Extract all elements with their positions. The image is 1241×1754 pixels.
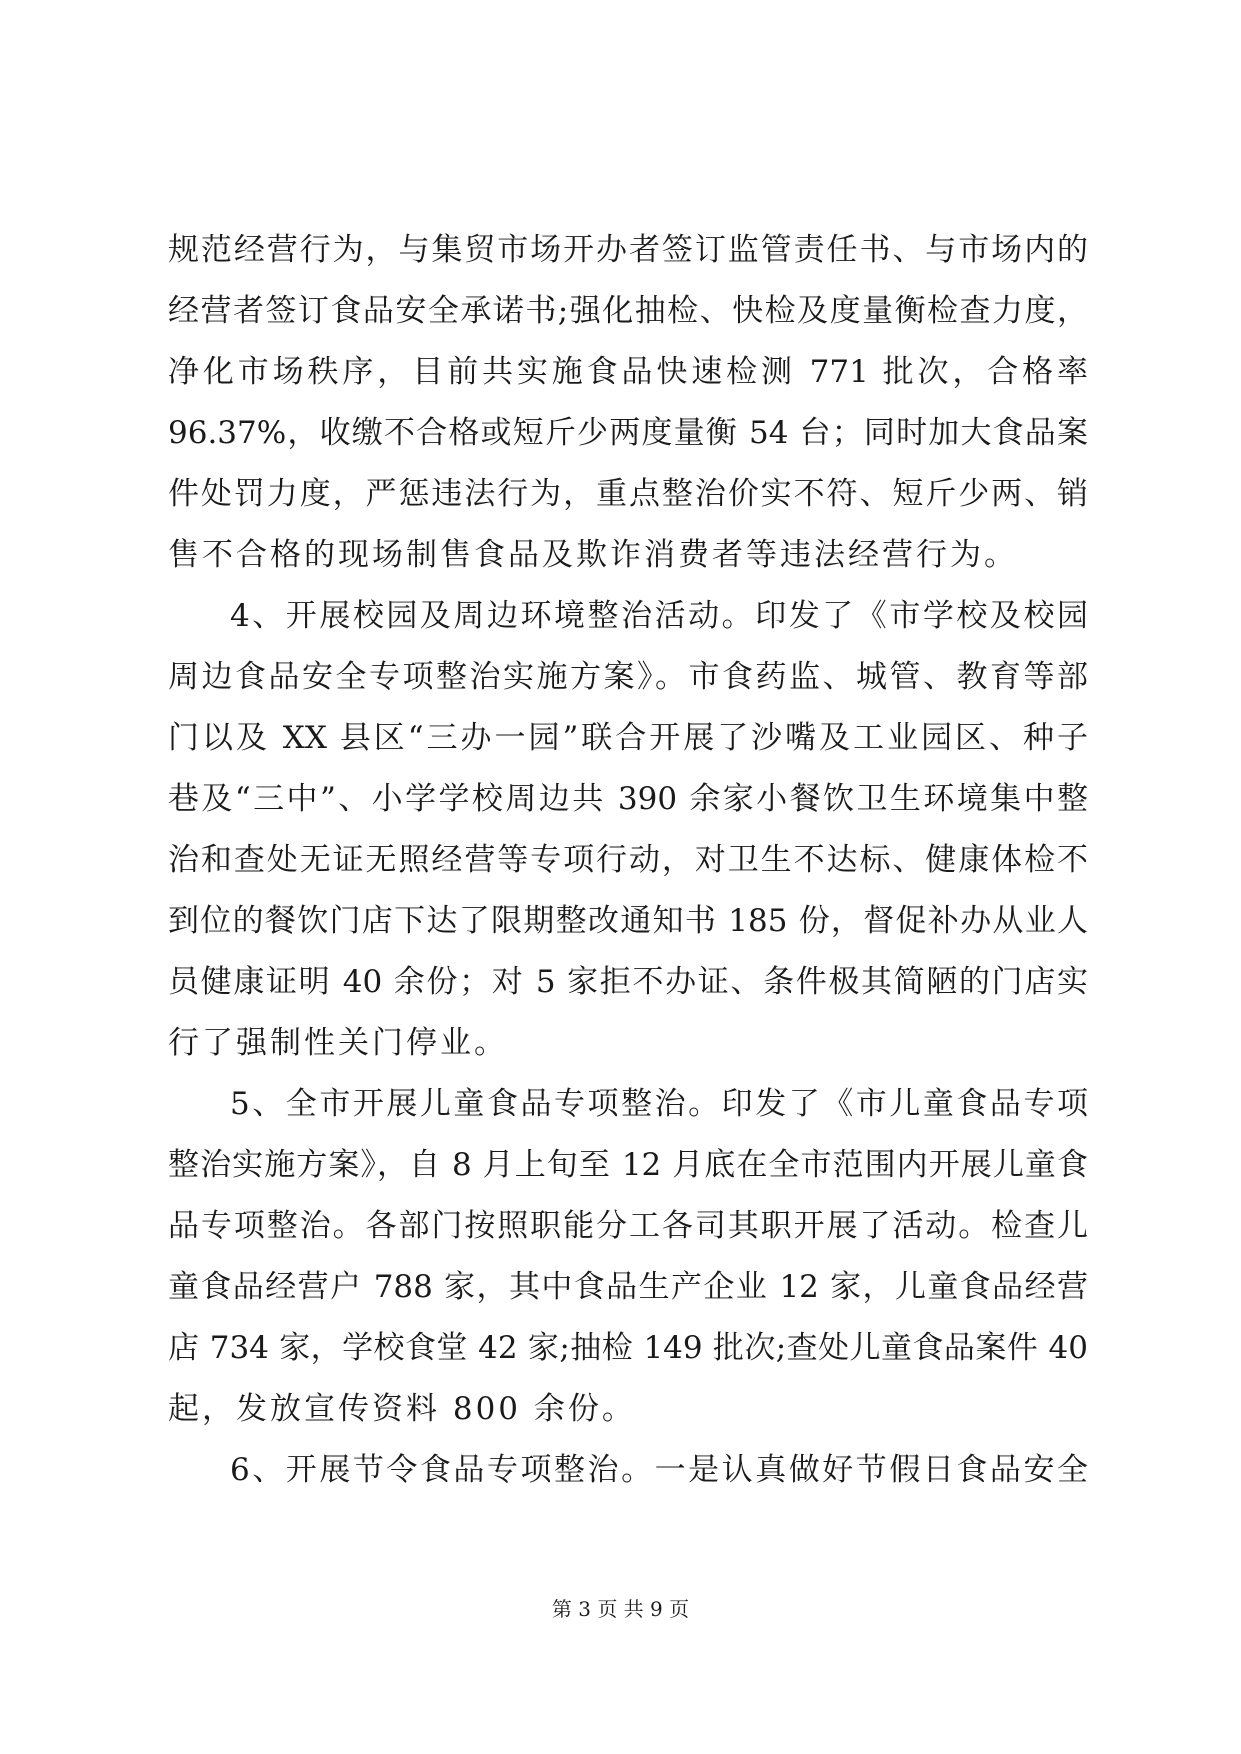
page-footer: 第 3 页 共 9 页 [551, 1597, 690, 1621]
text-line: 童食品经营户 788 家，其中食品生产企业 12 家，儿童食品经营 [168, 1269, 1088, 1305]
text-line: 起，发放宣传资料 800 余份。 [168, 1391, 636, 1427]
text-line: 经营者签订食品安全承诺书;强化抽检、快检及度量衡检查力度， [168, 293, 1088, 329]
text-line: 净化市场秩序，目前共实施食品快速检测 771 批次，合格率 [168, 354, 1088, 390]
text-line: 售不合格的现场制售食品及欺诈消费者等违法经营行为。 [168, 537, 1018, 573]
text-line: 整治实施方案》，自 8 月上旬至 12 月底在全市范围内开展儿童食 [168, 1147, 1088, 1183]
paragraph-heading: 4、开展校园及周边环境整治活动。印发了《市学校及校园 [230, 598, 1088, 634]
text-line: 治和查处无证无照经营等专项行动，对卫生不达标、健康体检不 [168, 842, 1088, 878]
text-line: 规范经营行为，与集贸市场开办者签订监管责任书、与市场内的 [168, 232, 1088, 268]
text-line: 巷及“三中”、小学学校周边共 390 余家小餐饮卫生环境集中整 [168, 781, 1088, 817]
paragraph-heading: 6、开展节令食品专项整治。一是认真做好节假日食品安全 [230, 1452, 1088, 1488]
text-line: 品专项整治。各部门按照职能分工各司其职开展了活动。检查儿 [168, 1208, 1088, 1244]
paragraph-heading: 5、全市开展儿童食品专项整治。印发了《市儿童食品专项 [230, 1086, 1088, 1122]
text-line: 到位的餐饮门店下达了限期整改通知书 185 份，督促补办从业人 [168, 903, 1088, 939]
text-line: 行了强制性关门停业。 [168, 1025, 508, 1061]
text-line: 店 734 家，学校食堂 42 家;抽检 149 批次;查处儿童食品案件 40 [168, 1330, 1088, 1366]
text-line: 96.37%，收缴不合格或短斤少两度量衡 54 台；同时加大食品案 [168, 415, 1088, 451]
text-line: 周边食品安全专项整治实施方案》。市食药监、城管、教育等部 [168, 659, 1088, 695]
text-line: 门以及 XX 县区“三办一园”联合开展了沙嘴及工业园区、种子 [168, 720, 1088, 756]
text-line: 员健康证明 40 余份；对 5 家拒不办证、条件极其简陋的门店实 [168, 964, 1088, 1000]
text-line: 件处罚力度，严惩违法行为，重点整治价实不符、短斤少两、销 [168, 476, 1088, 512]
